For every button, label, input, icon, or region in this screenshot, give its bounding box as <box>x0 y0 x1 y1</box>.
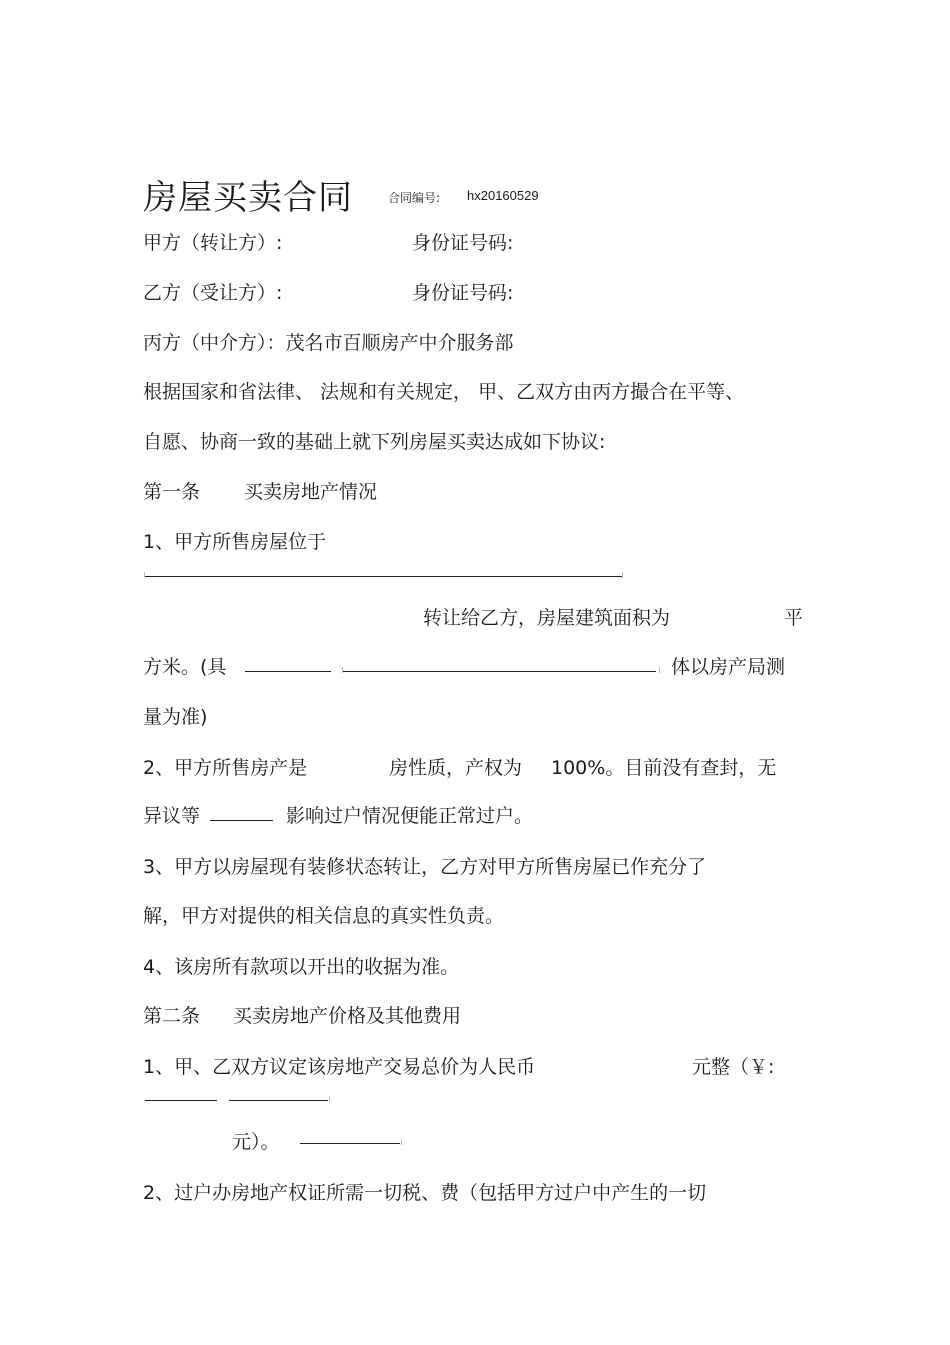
article-2-title: 买卖房地产价格及其他费用 <box>233 1005 462 1027</box>
price-blank-line-1 <box>145 1100 217 1101</box>
contract-number-label: 合同编号: <box>388 191 441 205</box>
price-blank-line-3 <box>300 1143 400 1144</box>
blank-tick-mark <box>622 572 623 578</box>
blank-tick-mark <box>659 667 660 673</box>
article-1-item-1-transfer: 转让给乙方，房屋建筑面积为 <box>423 607 671 629</box>
blank-tick-mark <box>401 1139 402 1145</box>
article-1-item-1-text: 1、甲方所售房屋位于 <box>143 531 327 553</box>
party-b-label: 乙方（受让方）: <box>143 282 283 304</box>
blank-tick-mark <box>144 572 145 578</box>
article-1-item-1-unit-start: 平 <box>784 607 804 629</box>
area-blank-line-1 <box>245 671 331 672</box>
article-1-item-1-survey-end: 量为准) <box>143 706 208 728</box>
article-1-title: 买卖房地产情况 <box>244 481 378 503</box>
contract-title: 房屋买卖合同 <box>143 178 353 218</box>
article-1-item-1-survey: 体以房产局测 <box>671 656 786 678</box>
article-2-item-2-text: 2、过户办房地产权证所需一切税、费（包括甲方过户中产生的一切 <box>143 1182 707 1204</box>
price-blank-line-2 <box>229 1100 328 1101</box>
article-2-number: 第二条 <box>143 1005 201 1027</box>
preamble-line-2: 自愿、协商一致的基础上就下列房屋买卖达成如下协议: <box>143 431 606 453</box>
preamble-line-1: 根据国家和省法律、 法规和有关规定， 甲、乙双方由丙方撮合在平等、 <box>143 381 745 403</box>
party-a-id-label: 身份证号码: <box>412 232 514 254</box>
article-1-item-3-line-1: 3、甲方以房屋现有装修状态转让，乙方对甲方所售房屋已作充分了 <box>143 856 707 878</box>
party-a-label: 甲方（转让方）: <box>143 232 283 254</box>
contract-number: hx20160529 <box>467 188 539 203</box>
blank-tick-mark <box>329 1096 330 1102</box>
article-1-item-2-text: 2、甲方所售房产是 <box>143 757 308 779</box>
article-1-number: 第一条 <box>143 481 201 503</box>
article-1-item-2-transfer: 影响过户情况便能正常过户。 <box>286 805 534 827</box>
area-blank-line-2 <box>343 671 656 672</box>
article-1-item-4: 4、该房所有款项以开出的收据为准。 <box>143 956 460 978</box>
article-1-item-3-line-2: 解，甲方对提供的相关信息的真实性负责。 <box>143 905 505 927</box>
party-c-label: 丙方（中介方）：茂名市百顺房产中介服务部 <box>143 332 514 354</box>
location-blank-line <box>145 576 622 577</box>
article-2-item-1-end: 元）。 <box>232 1131 280 1153</box>
party-b-id-label: 身份证号码: <box>412 282 514 304</box>
article-1-item-2-nature: 房性质，产权为 <box>389 757 523 779</box>
blank-tick-mark <box>342 667 343 673</box>
article-1-item-2-ownership: 100%。目前没有查封，无 <box>551 757 777 779</box>
article-1-item-1-unit-end: 方米。(具 <box>143 656 227 678</box>
article-2-item-1-yuan: 元整（￥: <box>692 1056 775 1078</box>
article-2-item-1-text: 1、甲、乙双方议定该房地产交易总价为人民币 <box>143 1056 536 1078</box>
article-1-item-2-objection: 异议等 <box>143 805 201 827</box>
objection-blank-line <box>210 820 273 821</box>
